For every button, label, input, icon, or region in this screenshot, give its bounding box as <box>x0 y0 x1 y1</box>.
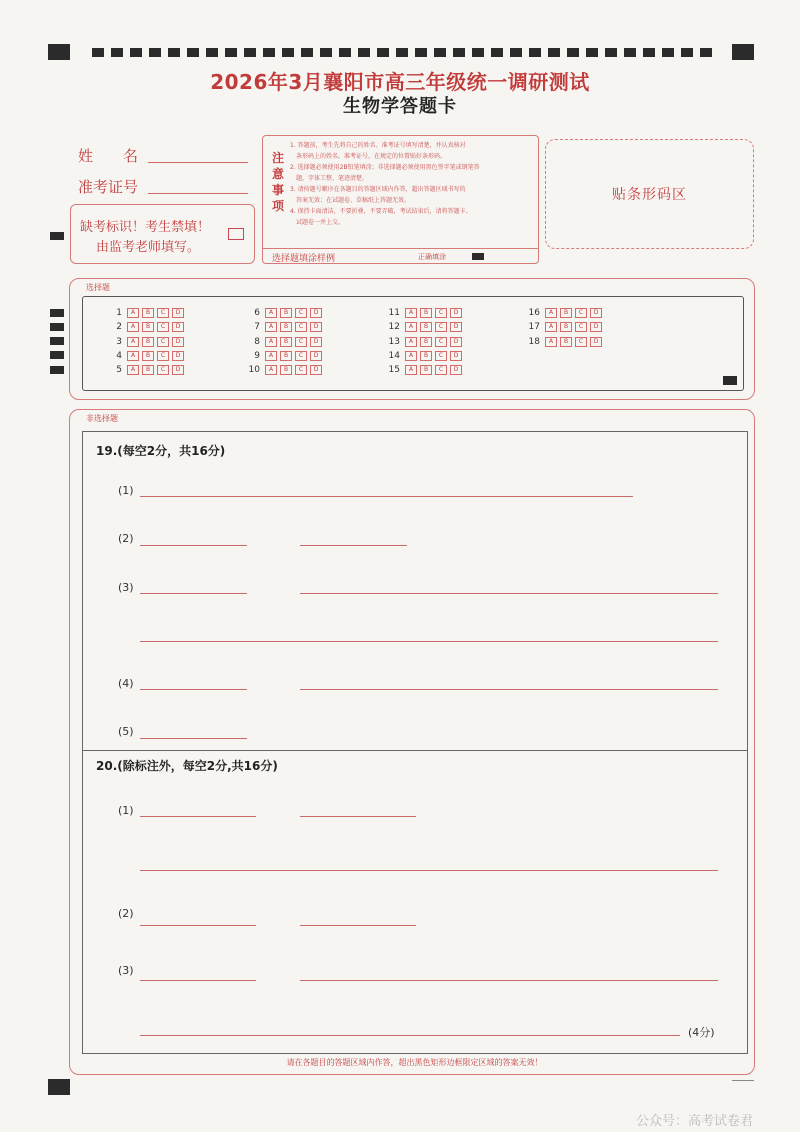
choice-question-number: 7 <box>254 321 260 332</box>
choice-bubble-d[interactable]: D <box>310 337 322 347</box>
choice-bubble-a[interactable]: A <box>127 308 139 318</box>
choice-question-number: 6 <box>254 307 260 318</box>
choice-question-number: 12 <box>388 321 400 332</box>
choice-bubble-d[interactable]: D <box>590 308 602 318</box>
absent-line-2: 由监考老师填写。 <box>96 240 201 255</box>
timing-mark <box>301 48 313 57</box>
choice-bubble-c[interactable]: C <box>157 322 169 332</box>
id-field[interactable] <box>148 193 248 194</box>
choice-bubble-d[interactable]: D <box>590 322 602 332</box>
choice-question <box>108 321 187 332</box>
choice-bubble-b[interactable]: B <box>420 337 432 347</box>
q19-3-answer-c[interactable] <box>140 641 718 642</box>
timing-mark <box>529 48 541 57</box>
timing-mark <box>605 48 617 57</box>
choice-bubble-c[interactable]: C <box>435 365 447 375</box>
q19-3-answer-a[interactable] <box>140 593 247 594</box>
notice-line-5: 3. 请按题号顺序在各题目的答题区域内作答，超出答题区域书写的 <box>290 186 466 193</box>
q20-1-answer-b[interactable] <box>300 816 416 817</box>
choice-bubble-b[interactable]: B <box>280 365 292 375</box>
timing-mark <box>491 48 503 57</box>
q20-score-note: (4分) <box>688 1026 715 1039</box>
choice-question-number: 9 <box>254 350 260 361</box>
name-field[interactable] <box>148 162 248 163</box>
timing-mark <box>263 48 275 57</box>
choice-bubble-b[interactable]: B <box>280 322 292 332</box>
timing-mark <box>130 48 142 57</box>
timing-mark <box>358 48 370 57</box>
choice-bubble-d[interactable]: D <box>450 365 462 375</box>
choice-bubble-b[interactable]: B <box>142 351 154 361</box>
choice-bubble-c[interactable]: C <box>435 322 447 332</box>
timing-mark <box>453 48 465 57</box>
choice-bubble-c[interactable]: C <box>295 337 307 347</box>
q20-3-answer-a[interactable] <box>140 980 256 981</box>
name-label: 姓 名 <box>78 147 139 165</box>
choice-bubble-d[interactable]: D <box>310 365 322 375</box>
correct-fill-label: 正确填涂 <box>418 253 446 261</box>
exam-title: 2026年3月襄阳市高三年级统一调研测试 <box>210 70 590 94</box>
notice-line-2: 条形码上的姓名、准考证号，在规定的位置贴好条形码。 <box>296 153 447 160</box>
timing-mark <box>415 48 427 57</box>
nonchoice-section-label: 非选择题 <box>86 414 118 423</box>
timing-mark <box>206 48 218 57</box>
choice-bubble-b[interactable]: B <box>142 337 154 347</box>
q20-1-answer-c[interactable] <box>140 870 718 871</box>
timing-mark <box>339 48 351 57</box>
notice-heading-char-4: 项 <box>271 199 284 213</box>
q-divider <box>82 750 747 751</box>
timing-mark <box>225 48 237 57</box>
choice-side-mark-1 <box>50 309 64 317</box>
choice-side-mark-3 <box>50 337 64 345</box>
q19-sub-3: (3) <box>118 581 134 594</box>
id-label: 准考证号 <box>78 178 139 196</box>
timing-mark <box>548 48 560 57</box>
choice-bubble-d[interactable]: D <box>172 365 184 375</box>
choice-bubble-c[interactable]: C <box>295 351 307 361</box>
watermark: 公众号：高考试卷君 <box>636 1114 754 1129</box>
timing-mark <box>510 48 522 57</box>
q20-3-answer-c[interactable] <box>140 1035 680 1036</box>
choice-bubble-a[interactable]: A <box>265 308 277 318</box>
choice-bubble-d[interactable]: D <box>172 337 184 347</box>
notice-line-8: 试题卷一并上交。 <box>296 219 345 226</box>
choice-question-number: 3 <box>116 336 122 347</box>
corner-mark-top-left <box>48 44 70 60</box>
choice-question <box>246 307 325 318</box>
choice-bubble-a[interactable]: A <box>265 322 277 332</box>
choice-bubble-c[interactable]: C <box>157 365 169 375</box>
choice-question <box>246 350 325 361</box>
choice-bubble-c[interactable]: C <box>295 322 307 332</box>
choice-question-number: 14 <box>388 350 400 361</box>
choice-question <box>108 307 187 318</box>
choice-bubble-b[interactable]: B <box>560 322 572 332</box>
choice-bubble-a[interactable]: A <box>545 322 557 332</box>
choice-bubble-a[interactable]: A <box>265 365 277 375</box>
choice-question-number: 16 <box>528 307 540 318</box>
sample-label: 选择题填涂样例 <box>272 254 336 264</box>
choice-bubble-c[interactable]: C <box>157 351 169 361</box>
choice-question <box>386 364 465 375</box>
q20-heading: 20.(除标注外，每空2分,共16分) <box>96 759 278 773</box>
choice-question-number: 8 <box>254 336 260 347</box>
timing-mark <box>320 48 332 57</box>
footer-warning: 请在各题目的答题区域内作答，超出黑色矩形边框限定区域的答案无效！ <box>286 1058 543 1067</box>
absent-line-1: 缺考标识！考生禁填！ <box>80 220 211 235</box>
notice-heading-char-3: 事 <box>271 183 284 197</box>
choice-bubble-b[interactable]: B <box>280 351 292 361</box>
choice-question <box>246 364 325 375</box>
choice-bubble-b[interactable]: B <box>420 322 432 332</box>
choice-question-number: 4 <box>116 350 122 361</box>
q20-2-answer-b[interactable] <box>300 925 416 926</box>
choice-bubble-a[interactable]: A <box>405 337 417 347</box>
choice-bubble-b[interactable]: B <box>420 351 432 361</box>
choice-bubble-a[interactable]: A <box>127 322 139 332</box>
choice-bubble-d[interactable]: D <box>172 322 184 332</box>
choice-bubble-b[interactable]: B <box>142 322 154 332</box>
choice-question <box>386 336 465 347</box>
timing-mark <box>168 48 180 57</box>
notice-line-3: 2. 选择题必须使用2B铅笔填涂；非选择题必须使用黑色签字笔或钢笔答 <box>290 164 480 171</box>
choice-question <box>108 336 187 347</box>
choice-bubble-a[interactable]: A <box>405 365 417 375</box>
choice-bubble-a[interactable]: A <box>127 337 139 347</box>
choice-side-mark-2 <box>50 323 64 331</box>
timing-mark <box>187 48 199 57</box>
notice-line-7: 4. 保持卡面清洁，不要折叠，不要弄破，考试结束后，请将答题卡、 <box>290 208 472 215</box>
timing-mark <box>624 48 636 57</box>
bottom-right-rule <box>732 1080 754 1081</box>
choice-question-number: 1 <box>116 307 122 318</box>
choice-bubble-b[interactable]: B <box>420 365 432 375</box>
choice-bubble-a[interactable]: A <box>405 351 417 361</box>
choice-question <box>526 307 605 318</box>
choice-bubble-b[interactable]: B <box>420 308 432 318</box>
choice-question-number: 13 <box>388 336 400 347</box>
choice-question-number: 15 <box>388 364 400 375</box>
choice-bubble-c[interactable]: C <box>575 322 587 332</box>
choice-bubble-b[interactable]: B <box>142 308 154 318</box>
choice-side-mark-4 <box>50 351 64 359</box>
notice-text <box>290 140 532 228</box>
choice-bubble-a[interactable]: A <box>127 351 139 361</box>
notice-line-1: 1. 答题前，考生先将自己的姓名、准考证号填写清楚，并认真核对 <box>290 142 466 149</box>
timing-mark <box>434 48 446 57</box>
correct-fill-sample <box>472 253 484 260</box>
choice-bubble-d[interactable]: D <box>450 351 462 361</box>
choice-bubble-c[interactable]: C <box>157 308 169 318</box>
timing-mark <box>149 48 161 57</box>
choice-bubble-d[interactable]: D <box>172 351 184 361</box>
choice-bubble-a[interactable]: A <box>545 337 557 347</box>
choice-bubble-d[interactable]: D <box>450 322 462 332</box>
choice-bubble-d[interactable]: D <box>310 351 322 361</box>
q19-5-answer[interactable] <box>140 738 247 739</box>
choice-question <box>108 350 187 361</box>
choice-side-mark-5 <box>50 366 64 374</box>
side-mark <box>50 232 64 240</box>
choice-question-number: 2 <box>116 321 122 332</box>
choice-bubble-c[interactable]: C <box>575 337 587 347</box>
timing-mark <box>282 48 294 57</box>
q19-4-answer-a[interactable] <box>140 689 247 690</box>
q19-sub-2: (2) <box>118 532 134 545</box>
choice-question <box>386 321 465 332</box>
q19-1-answer[interactable] <box>140 496 633 497</box>
q19-sub-5: (5) <box>118 725 134 738</box>
notice-heading-char-2: 意 <box>271 167 284 181</box>
card-subtitle: 生物学答题卡 <box>343 96 457 117</box>
choice-bubble-a[interactable]: A <box>265 351 277 361</box>
choice-question-number: 11 <box>388 307 400 318</box>
choice-bubble-b[interactable]: B <box>560 337 572 347</box>
q19-sub-1: (1) <box>118 484 134 497</box>
q19-2-answer-b[interactable] <box>300 545 407 546</box>
barcode-label: 贴条形码区 <box>612 187 687 203</box>
choice-question <box>386 350 465 361</box>
timing-mark <box>396 48 408 57</box>
choice-bubble-d[interactable]: D <box>310 322 322 332</box>
choice-question <box>246 321 325 332</box>
q20-sub-1: (1) <box>118 804 134 817</box>
notice-heading-char-1: 注 <box>271 151 284 165</box>
choice-bubble-c[interactable]: C <box>295 308 307 318</box>
choice-bubble-d[interactable]: D <box>590 337 602 347</box>
timing-mark <box>662 48 674 57</box>
choice-question <box>108 364 187 375</box>
choice-question <box>526 336 605 347</box>
absent-checkbox[interactable] <box>228 228 244 240</box>
notice-heading <box>270 150 286 214</box>
choice-question-number: 17 <box>528 321 540 332</box>
choice-bubble-b[interactable]: B <box>142 365 154 375</box>
q20-2-answer-a[interactable] <box>140 925 256 926</box>
choice-bubble-d[interactable]: D <box>450 337 462 347</box>
nonchoice-answer-frame <box>82 431 748 1054</box>
timing-mark <box>567 48 579 57</box>
timing-mark <box>700 48 712 57</box>
choice-bubble-c[interactable]: C <box>295 365 307 375</box>
q20-sub-3: (3) <box>118 964 134 977</box>
choice-question-number: 5 <box>116 364 122 375</box>
choice-question <box>386 307 465 318</box>
choice-bubble-a[interactable]: A <box>265 337 277 347</box>
timing-mark <box>681 48 693 57</box>
timing-mark <box>586 48 598 57</box>
corner-mark-bottom-left <box>48 1079 70 1095</box>
corner-mark-top-right <box>732 44 754 60</box>
choice-question <box>526 321 605 332</box>
timing-mark <box>377 48 389 57</box>
choice-bubble-b[interactable]: B <box>560 308 572 318</box>
choice-bubble-b[interactable]: B <box>280 308 292 318</box>
choice-corner-mark <box>723 376 737 385</box>
choice-bubble-c[interactable]: C <box>575 308 587 318</box>
choice-bubble-c[interactable]: C <box>435 337 447 347</box>
choice-question <box>246 336 325 347</box>
choice-bubble-d[interactable]: D <box>172 308 184 318</box>
timing-mark <box>643 48 655 57</box>
q19-2-answer-a[interactable] <box>140 545 247 546</box>
choice-bubble-a[interactable]: A <box>405 322 417 332</box>
choice-bubble-c[interactable]: C <box>435 308 447 318</box>
timing-mark <box>92 48 104 57</box>
q20-3-answer-b[interactable] <box>300 980 718 981</box>
q20-1-answer-a[interactable] <box>140 816 256 817</box>
choice-question-number: 10 <box>248 364 260 375</box>
choice-question-number: 18 <box>528 336 540 347</box>
q19-sub-4: (4) <box>118 677 134 690</box>
choice-bubble-d[interactable]: D <box>310 308 322 318</box>
choice-bubble-a[interactable]: A <box>405 308 417 318</box>
timing-mark <box>111 48 123 57</box>
choice-bubble-b[interactable]: B <box>280 337 292 347</box>
notice-divider <box>262 248 539 249</box>
notice-line-4: 题，字体工整、笔迹清楚。 <box>296 175 369 182</box>
choice-bubble-a[interactable]: A <box>545 308 557 318</box>
q19-4-answer-b[interactable] <box>300 689 718 690</box>
q20-sub-2: (2) <box>118 907 134 920</box>
choice-bubble-c[interactable]: C <box>435 351 447 361</box>
choice-bubble-d[interactable]: D <box>450 308 462 318</box>
choice-bubble-a[interactable]: A <box>127 365 139 375</box>
choice-bubble-c[interactable]: C <box>157 337 169 347</box>
q19-3-answer-b[interactable] <box>300 593 718 594</box>
q19-heading: 19.(每空2分，共16分) <box>96 444 226 458</box>
choice-section-label: 选择题 <box>86 283 110 292</box>
notice-line-6: 答案无效；在试题卷、草稿纸上答题无效。 <box>296 197 411 204</box>
timing-mark <box>244 48 256 57</box>
timing-mark <box>472 48 484 57</box>
